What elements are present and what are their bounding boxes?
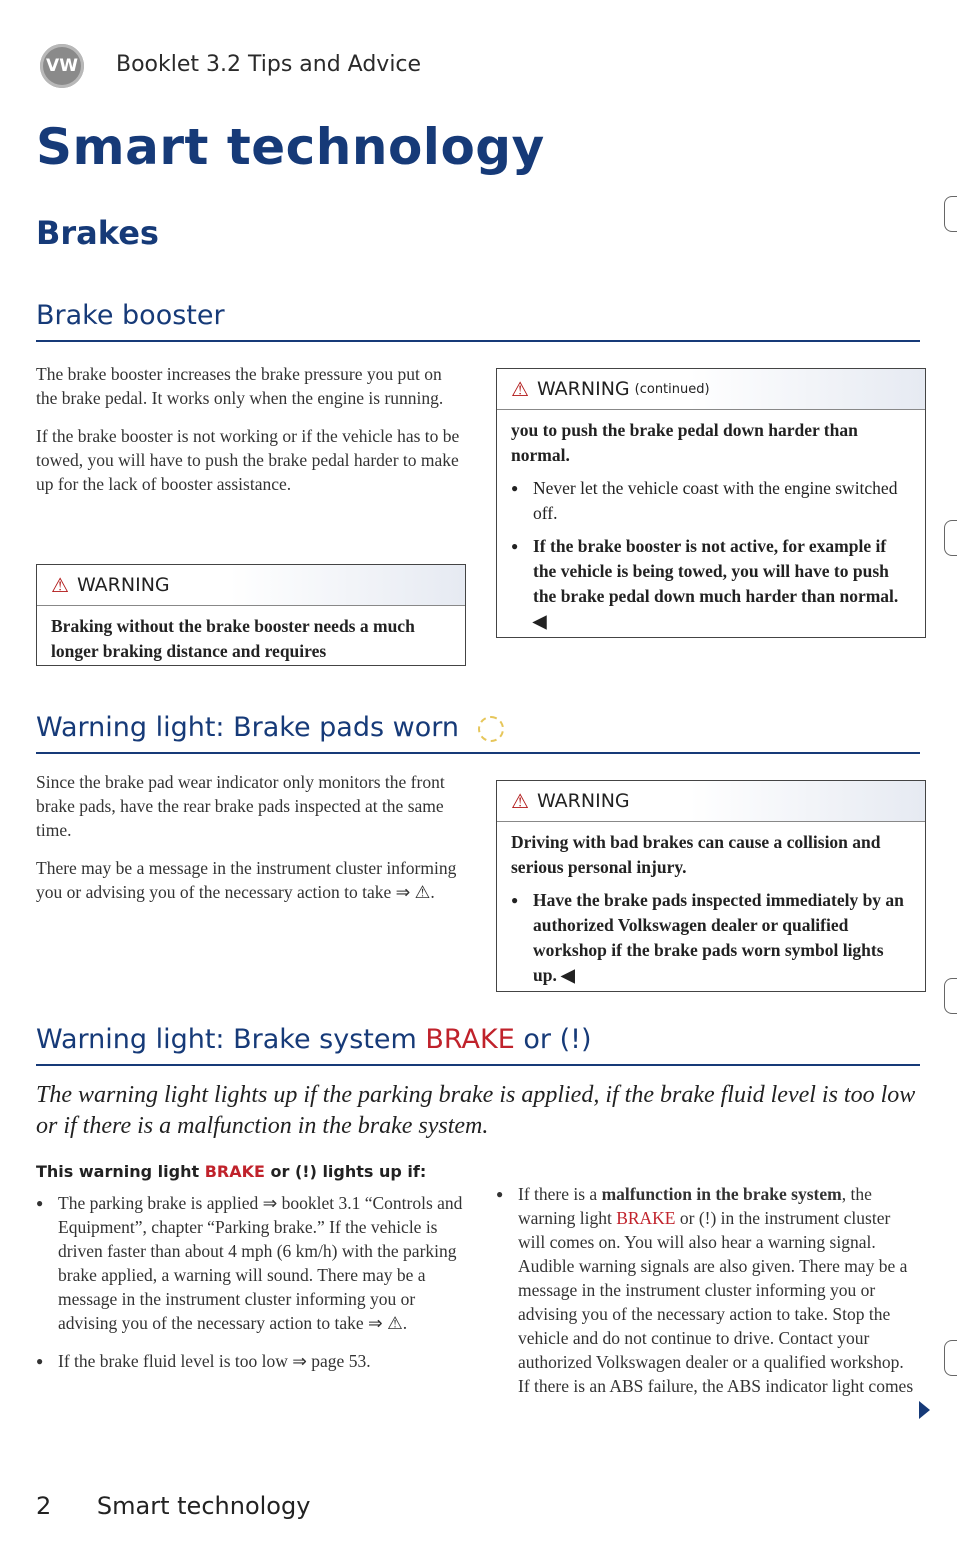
brake-label-red: BRAKE <box>425 1024 515 1055</box>
warning-continued-label: (continued) <box>634 381 710 397</box>
system-subheading-end: or (!) lights up if: <box>270 1162 427 1181</box>
system-left-column <box>36 1162 466 1387</box>
booster-warning-continued-box <box>496 368 926 638</box>
warning-title: WARNING <box>536 790 630 812</box>
system-subheading <box>36 1162 466 1181</box>
warning-text: Braking without the brake booster needs a much longer braking distance and requires <box>51 616 415 661</box>
booklet-label: Booklet 3.2 Tips and Advice <box>116 52 422 77</box>
bullet-text: If there is a <box>518 1184 598 1204</box>
system-bullet: ● The parking brake is applied ⇒ booklet 3.1 “Controls and Equipment”, chapter “Parking brake.” If the vehicle is driven faster than about 4 mph (6 km/h) with the parking brake applied, a warning will sound. There may be a message in the instrument cluster informing you or advising you of the necessary action to take ⇒ ⚠. <box>36 1191 466 1335</box>
footer-label: Smart technology <box>96 1492 311 1520</box>
brake-pads-worn-icon <box>478 716 504 742</box>
page-edge-mark <box>944 196 957 232</box>
warning-header <box>497 781 925 822</box>
brake-label-red: BRAKE <box>204 1162 265 1181</box>
divider <box>36 752 920 754</box>
pads-text <box>36 770 466 918</box>
warning-body <box>37 606 465 678</box>
page-edge-mark <box>944 978 957 1014</box>
system-bullet <box>496 1182 916 1398</box>
brake-system-heading-or: or (!) <box>523 1024 592 1055</box>
bullet-bold-text: malfunction in the brake system <box>601 1184 842 1204</box>
system-subheading-text: This warning light <box>36 1162 200 1181</box>
bullet-text: or (!) in the instrument cluster will comes on. You will also hear a warning signal. Audible warning signals are also given. There may be a message in the instrument cluster informing you or advising you of the necessary action to take. Stop the vehicle and do not continue to drive. Contact your authorized Volkswagen dealer or a qualified workshop. If there is an ABS failure, the ABS indicator light comes <box>518 1208 914 1396</box>
page-title: Smart technology <box>36 118 545 176</box>
system-bullet: ● If the brake fluid level is too low ⇒ page 53. <box>36 1349 466 1373</box>
booster-warning-box <box>36 564 466 666</box>
section-title: Brakes <box>36 214 159 252</box>
bullet-text: , the warning light <box>518 1184 872 1228</box>
warning-triangle-icon: ⚠ <box>51 573 69 597</box>
warning-body <box>497 822 925 1002</box>
brake-pads-heading <box>36 712 504 743</box>
divider <box>36 340 920 342</box>
warning-text: Driving with bad brakes can cause a collision and serious personal injury. <box>511 832 881 877</box>
booster-text <box>36 362 466 510</box>
page-edge-mark <box>944 520 957 556</box>
page-footer <box>36 1492 310 1520</box>
warning-bullet: ● If the brake booster is not active, for example if the vehicle is being towed, you will have to push the brake pedal down much harder than normal. ◀ <box>511 534 911 634</box>
vw-logo-icon: VW <box>40 44 84 88</box>
brake-booster-heading: Brake booster <box>36 300 225 331</box>
brake-system-intro: The warning light lights up if the parking brake is applied, if the brake fluid level is too low or if there is a malfunction in the brake system. <box>36 1082 916 1139</box>
pads-para-2: There may be a message in the instrument cluster informing you or advising you of the necessary action to take ⇒ ⚠. <box>36 858 457 902</box>
divider <box>36 1064 920 1066</box>
system-right-column <box>496 1182 916 1412</box>
brake-system-heading-text: Warning light: Brake system <box>36 1024 417 1055</box>
warning-title: WARNING <box>76 574 170 596</box>
warning-body <box>497 410 925 648</box>
page-number: 2 <box>36 1492 52 1520</box>
booster-para-1: The brake booster increases the brake pressure you put on the brake pedal. It works only when the engine is running. <box>36 364 444 408</box>
continue-arrow-icon <box>919 1401 930 1419</box>
booster-para-2: If the brake booster is not working or if the vehicle has to be towed, you will have to push the brake pedal harder to make up for the lack of booster assistance. <box>36 426 460 494</box>
brake-label-red: BRAKE <box>616 1208 676 1228</box>
warning-text: you to push the brake pedal down harder than normal. <box>511 420 858 465</box>
pads-para-1: Since the brake pad wear indicator only monitors the front brake pads, have the rear brake pads inspected at the same time. <box>36 772 445 840</box>
warning-title: WARNING <box>536 378 630 400</box>
pads-warning-box <box>496 780 926 992</box>
brake-pads-heading-text: Warning light: Brake pads worn <box>36 712 459 743</box>
warning-bullet: ● Have the brake pads inspected immediately by an authorized Volkswagen dealer or qualified workshop if the brake pads worn symbol lights up. ◀ <box>511 888 911 988</box>
page-edge-mark <box>944 1340 957 1376</box>
warning-triangle-icon: ⚠ <box>511 789 529 813</box>
warning-bullet: ● Never let the vehicle coast with the engine switched off. <box>511 476 911 526</box>
warning-header <box>497 369 925 410</box>
brake-system-heading <box>36 1024 591 1055</box>
warning-triangle-icon: ⚠ <box>511 377 529 401</box>
warning-header <box>37 565 465 606</box>
